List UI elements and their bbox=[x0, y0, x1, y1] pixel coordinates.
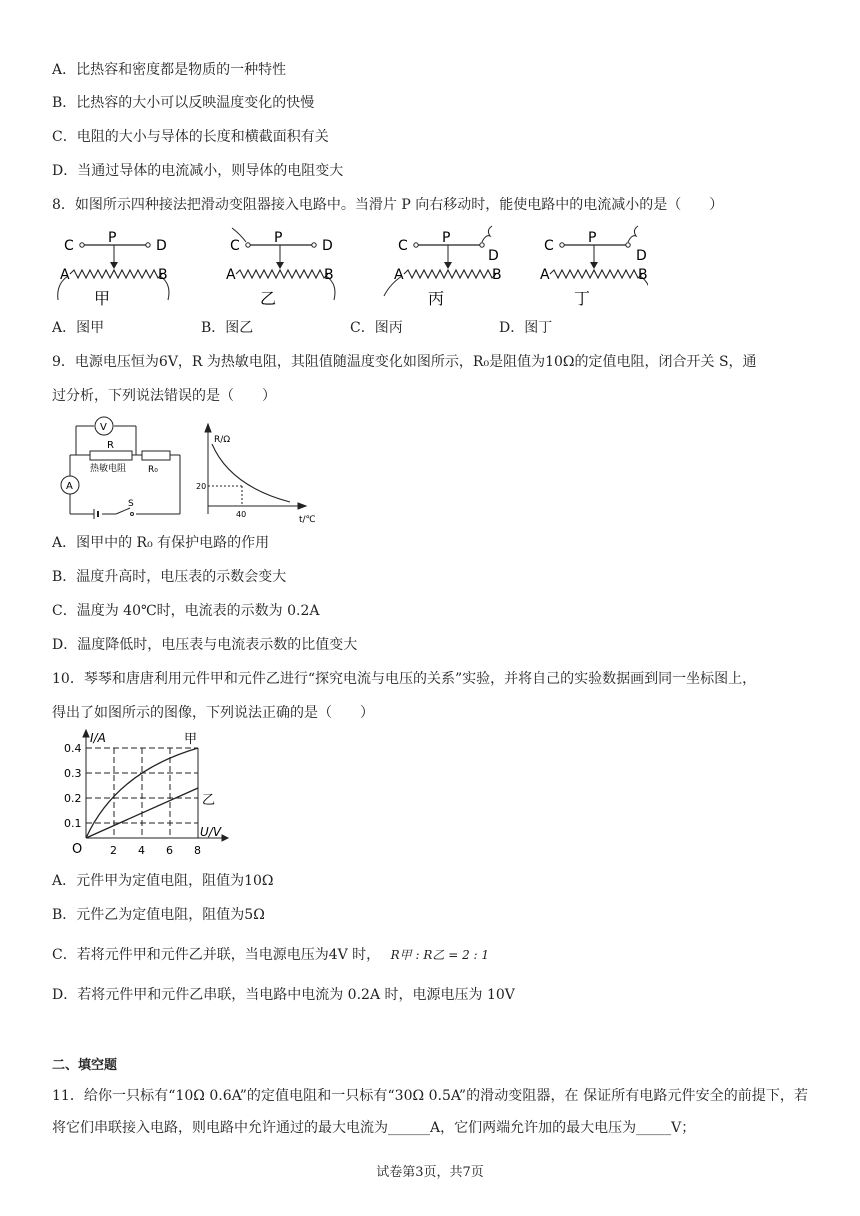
q8-option-d: D．图丁 bbox=[499, 320, 553, 336]
x-tick-4: 4 bbox=[138, 844, 145, 857]
label-a: A bbox=[394, 267, 404, 283]
r-label: R bbox=[107, 440, 114, 451]
q7-option-b: B．比热容的大小可以反映温度变化的快慢 bbox=[52, 95, 315, 111]
label-a: A bbox=[540, 267, 550, 283]
ammeter-label: A bbox=[66, 481, 73, 492]
q7-option-a: A．比热容和密度都是物质的一种特性 bbox=[52, 62, 287, 78]
y-tick-0.4: 0.4 bbox=[64, 742, 82, 755]
i-u-xlabel: U/V bbox=[200, 825, 222, 839]
label-c: C bbox=[64, 238, 74, 254]
series-label-jia: 甲 bbox=[184, 732, 198, 747]
q8-rheostat-figures bbox=[48, 224, 648, 310]
thermistor-label: 热敏电阻 bbox=[90, 464, 127, 474]
caption-yi: 乙 bbox=[260, 289, 277, 308]
q8-stem: 8．如图所示四种接法把滑动变阻器接入电路中。当滑片 P 向右移动时，能使电路中的电流减小的是（ ） bbox=[52, 197, 724, 213]
r-t-y-mark: 20 bbox=[196, 482, 207, 491]
q9-option-c: C．温度为 40℃时，电流表的示数为 0.2A bbox=[52, 603, 320, 619]
label-c: C bbox=[398, 238, 408, 254]
label-b: B bbox=[158, 267, 168, 283]
q10-option-c-text: C．若将元件甲和元件乙并联，当电源电压为4V 时， bbox=[52, 947, 381, 963]
rheostat-figure-ding bbox=[540, 226, 648, 308]
q10-option-b: B．元件乙为定值电阻，阻值为5Ω bbox=[52, 907, 265, 923]
q10-option-c-formula: R甲 : R乙 = 2 : 1 bbox=[390, 948, 490, 962]
section-heading-fill-in: 二、填空题 bbox=[52, 1058, 118, 1073]
x-tick-2: 2 bbox=[110, 844, 117, 857]
q8-options bbox=[52, 318, 752, 338]
q9-option-a: A．图甲中的 R₀ 有保护电路的作用 bbox=[52, 535, 270, 551]
label-p: P bbox=[588, 230, 597, 246]
label-p: P bbox=[442, 230, 451, 246]
voltmeter-label: V bbox=[100, 422, 107, 433]
q10-stem-line1: 10．琴琴和唐唐利用元件甲和元件乙进行“探究电流与电压的关系”实验，并将自己的实验数据画到同一坐标图上， bbox=[52, 671, 757, 687]
q9-stem-line2: 过分析，下列说法错误的是（ ） bbox=[52, 388, 276, 404]
switch-label: S bbox=[128, 499, 134, 509]
q10-option-a: A．元件甲为定值电阻，阻值为10Ω bbox=[52, 873, 274, 889]
y-tick-0.2: 0.2 bbox=[64, 792, 82, 805]
rheostat-figure-jia bbox=[58, 230, 169, 308]
rheostat-figure-bing bbox=[384, 226, 502, 308]
i-u-ylabel: I/A bbox=[90, 731, 106, 745]
q8-option-c: C．图丙 bbox=[350, 320, 403, 336]
label-b: B bbox=[638, 267, 648, 283]
r-t-x-mark: 40 bbox=[236, 510, 247, 519]
label-d: D bbox=[488, 248, 499, 264]
caption-ding: 丁 bbox=[574, 289, 591, 308]
q9-option-b: B．温度升高时，电压表的示数会变大 bbox=[52, 569, 287, 585]
label-b: B bbox=[324, 267, 334, 283]
q10-stem-line2: 得出了如图所示的图像，下列说法正确的是（ ） bbox=[52, 705, 374, 721]
rheostat-figure-yi bbox=[226, 228, 335, 308]
r-t-xlabel: t/℃ bbox=[299, 515, 316, 525]
r-t-ylabel: R/Ω bbox=[214, 435, 231, 445]
x-tick-8: 8 bbox=[194, 844, 201, 857]
q10-i-u-graph bbox=[60, 728, 230, 862]
i-u-origin: O bbox=[72, 842, 83, 857]
label-a: A bbox=[226, 267, 236, 283]
label-d: D bbox=[636, 248, 647, 264]
q8-option-a: A．图甲 bbox=[52, 320, 105, 336]
q9-stem-line1: 9．电源电压恒为6V，R 为热敏电阻，其阻值随温度变化如图所示，R₀是阻值为10Ω的定值电阻，闭合开关 S，通 bbox=[52, 354, 757, 370]
label-d: D bbox=[322, 238, 333, 254]
q7-option-d: D．当通过导体的电流减小，则导体的电阻变大 bbox=[52, 163, 344, 179]
y-tick-0.3: 0.3 bbox=[64, 767, 82, 780]
q11-text: 11．给你一只标有“10Ω 0.6A”的定值电阻和一只标有“30Ω 0.5A”的滑动变阻器，在 保证所有电路元件安全的前提下，若将它们串联接入电路，则电路中允许通过的最大电流为______A，它们两端允许加的最大电压为_____V； bbox=[52, 1088, 808, 1136]
label-p: P bbox=[274, 230, 283, 246]
label-p: P bbox=[108, 230, 117, 246]
q10-option-d: D．若将元件甲和元件乙串联，当电路中电流为 0.2A 时，电源电压为 10V bbox=[52, 987, 515, 1003]
q8-option-b: B．图乙 bbox=[201, 320, 254, 336]
q9-option-d: D．温度降低时，电压表与电流表示数的比值变大 bbox=[52, 637, 358, 653]
x-tick-6: 6 bbox=[166, 844, 173, 857]
label-c: C bbox=[230, 238, 240, 254]
q10-option-c bbox=[52, 945, 489, 965]
q9-figures bbox=[52, 414, 322, 526]
page-footer: 试卷第3页，共7页 bbox=[376, 1165, 484, 1180]
caption-bing: 丙 bbox=[428, 289, 445, 308]
r0-label: R₀ bbox=[148, 465, 158, 475]
series-label-yi: 乙 bbox=[202, 793, 216, 808]
caption-jia: 甲 bbox=[94, 289, 111, 308]
label-b: B bbox=[492, 267, 502, 283]
label-c: C bbox=[544, 238, 554, 254]
label-d: D bbox=[156, 238, 167, 254]
y-tick-0.1: 0.1 bbox=[64, 817, 82, 830]
q7-option-c: C．电阻的大小与导体的长度和横截面积有关 bbox=[52, 129, 329, 145]
label-a: A bbox=[60, 267, 70, 283]
